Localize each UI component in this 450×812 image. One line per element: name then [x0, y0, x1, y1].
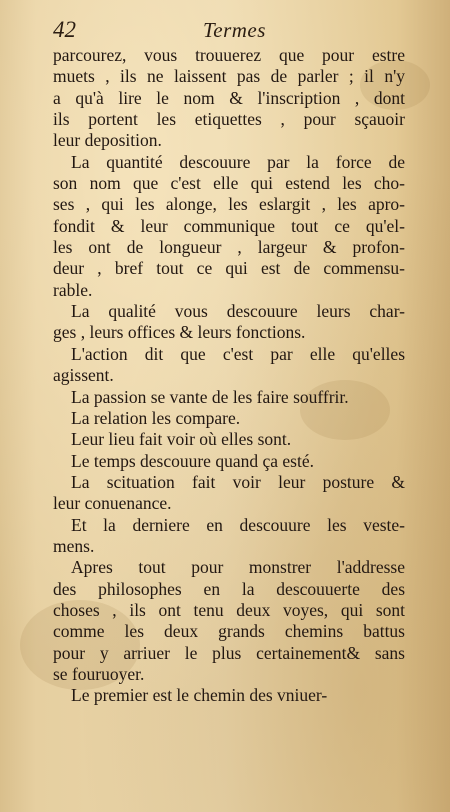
text-line: ils portent les etiquettes , pour sçauoir	[53, 109, 405, 130]
text-line: muets , ils ne laissent pas de parler ; il n'y	[53, 66, 405, 87]
text-line: deur , bref tout ce qui est de commensu-	[53, 258, 405, 279]
text-line: Apres tout pour monstrer l'addresse	[71, 557, 405, 578]
page-header	[53, 15, 405, 45]
body-text	[53, 45, 405, 707]
text-line: Et la derniere en descouure les veste-	[71, 514, 405, 535]
text-line: Le temps descouure quand ça esté.	[71, 450, 314, 471]
text-line: leur conuenance.	[53, 493, 172, 514]
text-line: se fouruoyer.	[53, 663, 145, 684]
page-number: 42	[53, 17, 76, 42]
text-line: ges , leurs offices & leurs fonctions.	[53, 322, 306, 343]
text-line: leur deposition.	[53, 130, 162, 151]
text-line: La scituation fait voir leur posture &	[71, 471, 405, 492]
text-line: La qualité vous descouure leurs char-	[71, 301, 405, 322]
text-line: mens.	[53, 535, 95, 556]
text-line: les ont de longueur , largeur & profon-	[53, 237, 405, 258]
text-line: Leur lieu fait voir où elles sont.	[71, 429, 292, 450]
text-line: L'action dit que c'est par elle qu'elles	[71, 343, 405, 364]
text-line: comme les deux grands chemins battus	[53, 621, 405, 642]
text-line: La quantité descouure par la force de	[71, 151, 405, 172]
text-line: rable.	[53, 279, 93, 300]
text-line: des philosophes en la descouuerte des	[53, 578, 405, 599]
running-head: Termes	[203, 18, 266, 42]
text-line: fondit & leur communique tout ce qu'el-	[53, 215, 405, 236]
text-line: ses , qui les alonge, les eslargit , les apro-	[53, 194, 405, 215]
text-line: La relation les compare.	[71, 407, 241, 428]
text-line: son nom que c'est elle qui estend les cho-	[53, 173, 405, 194]
text-line: choses , ils ont tenu deux voyes, qui sont	[53, 599, 405, 620]
text-line: Le premier est le chemin des vniuer-	[71, 685, 328, 706]
text-line: parcourez, vous trouuerez que pour estre	[53, 45, 405, 65]
text-line: a qu'à lire le nom & l'inscription , dont	[53, 87, 405, 108]
text-line: pour y arriuer le plus certainement& sans	[53, 642, 405, 663]
text-line: agissent.	[53, 365, 114, 386]
text-line: La passion se vante de les faire souffrir.	[71, 386, 349, 407]
